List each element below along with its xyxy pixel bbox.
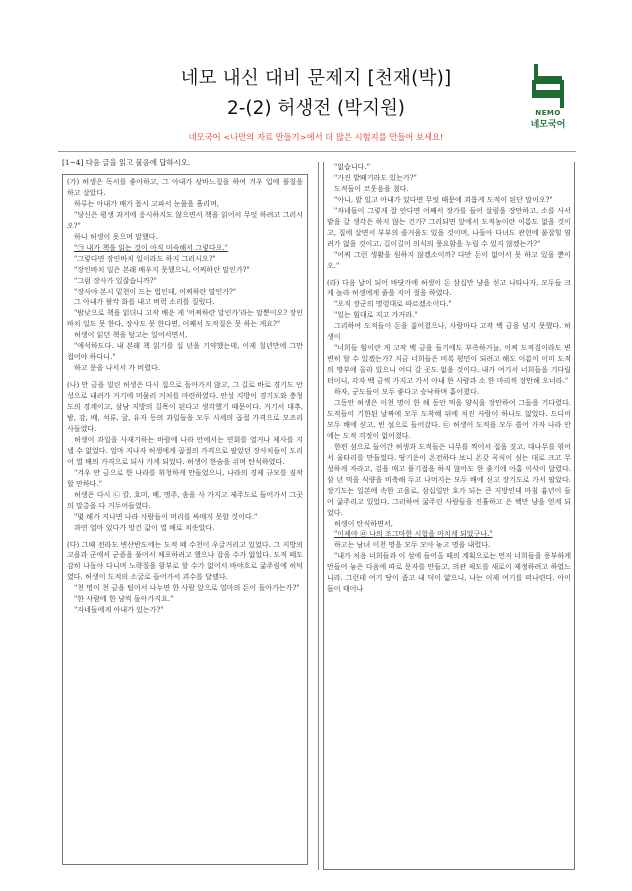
passage-paragraph: "밤낮으로 책을 읽더니 고작 배운 게 '어찌하란 말인가'라는 말뿐이오? 장인바치 일도 못 한다, 장사도 못 한다면, 어째서 도적질은 못 하는 게요?"	[67, 308, 303, 329]
passage-paragraph: "아니, 밭 있고 아내가 있다면 무엇 때문에 괴롭게 도적이 된단 말이오?"	[334, 194, 553, 204]
passage-paragraph: (라) 다음 날이 되어 바닷가에 허생이 돈 삼십만 냥을 싣고 나타나자, 모두들 크게 놀라 허생에게 줄을 지어 절을 하였다.	[327, 277, 571, 298]
passage-paragraph: "어찌 그런 생활을 원하지 않겠소이까? 다만 돈이 없어서 못 하고 있을 뿐이오."	[327, 249, 571, 270]
passage-paragraph: 하니 허생이 웃으며 말했다.	[74, 231, 158, 241]
passage-paragraph: "장인바치 일은 본래 배우지 못했으니, 어찌하란 말인가?"	[74, 264, 250, 274]
passage-paragraph: 과연 얼마 있다가 망건 값이 열 배로 치솟았다.	[74, 522, 215, 532]
passage-right-column	[323, 162, 575, 870]
passage-paragraph: 허생은 다시 ㉡ 칼, 호미, 베, 명주, 솜을 사 가지고 제주도로 들어가서 그곳의 말총을 다 거두어들였다.	[67, 489, 303, 510]
passage-paragraph: "없습니다."	[334, 162, 370, 171]
passage-paragraph: 그 아내가 왈칵 화를 내고 버럭 소리를 질렀다.	[74, 297, 215, 307]
passage-paragraph: (가) 허생은 독서를 좋아하고, 그 아내가 삯바느질을 하여 겨우 입에 풀칠을 하고 살았다.	[67, 177, 303, 197]
passage-paragraph: "그럼 장사가 있잖습니까?"	[74, 275, 157, 285]
promo-text[interactable]: 네모국어 <나만의 자료 만들기>에서 더 많은 시험지를 만들어 보세요!	[188, 132, 444, 142]
passage-paragraph: 도적들이 코웃음을 쳤다.	[334, 183, 409, 193]
passage-paragraph: (다) 그때 전라도 변산반도에는 도적 떼 수천이 우글거리고 있었다. 그 지방의 고을과 군에서 군졸을 풀어서 체포하려고 했으나 잡을 수가 없었다. 도적 떼도 감히 나돌아 다니며 노략질을 함부로 할 수가 없어서 바야흐로 굶주림에 허덕였다. 허생이 도적의 소굴로 들어가서 괴수를 달랬다.	[67, 539, 303, 582]
nemo-logo-icon	[530, 64, 566, 108]
passage-paragraph: 허생이 과일을 사재기하는 바람에 나라 안에서는 연회를 열거나 제사를 지낼 수 없었다. 얼마 지나자 허생에게 곱절의 가격으로 팔았던 장사치들이 도리어 열 배의 가격으로 되사 가게 되었다. 허생이 한숨을 쉬며 탄식하였다.	[67, 434, 303, 466]
page-subtitle: 2-(2) 허생전 (박지원)	[226, 98, 406, 119]
passage-paragraph: 하자, 군도들이 모두 좋다고 승낙하며 흩어졌다.	[334, 387, 480, 397]
passage-paragraph: "그렇다면 장인바치 일이라도 하지 그러시오?"	[74, 253, 216, 263]
passage-paragraph: "겨우 만 금으로 한 나라를 휘청하게 만들었으니, 나라의 경제 규모를 짐작할 만하다."	[67, 467, 303, 488]
passage-paragraph: 하루는 아내가 배가 몹시 고파서 눈물을 흘리며,	[74, 198, 220, 208]
passage-paragraph: "애석하도다. 내 본래 책 읽기를 십 년을 기약했는데, 이제 칠년만에 그만 접어야 하다니."	[67, 341, 303, 362]
passage-paragraph: "몇 해가 지나면 나라 사람들이 머리를 싸매지 못할 것이다."	[74, 511, 258, 521]
underlined-passage-d: "이제야 ㉣ 나의 조그마한 시험을 마치게 되었구나."	[334, 529, 493, 539]
logo-en-text: NEMO	[535, 109, 561, 117]
passage-paragraph: "가진 밭뙈기라도 있는가?"	[334, 172, 417, 182]
passage-paragraph: "있는 힘대로 지고 가거라."	[334, 310, 418, 320]
column-divider	[318, 162, 319, 870]
passage-paragraph: (나) 만 금을 빌린 허생은 다시 집으로 돌아가지 않고, 그 길로 바로 경기도 안성으로 내려가 거기에 머물러 거처를 마련하였다. 안성 지방이 경기도와 충청도의 경계이고, 삼남 지방의 길목이 된다고 생각했기 때문이다. 거기서 대추, 밤, 감, 배, 석류, 귤, 유자 등의 과일들을 모두 시세의 곱절 가격으로 모조리 사들였다.	[67, 380, 303, 433]
passage-paragraph: "한 사람에 한 냥씩 돌아가지요."	[74, 594, 174, 604]
passage-paragraph: "너희들 힘이란 게 고작 백 금을 들기에도 부족하거늘, 어찌 도적질이라도 변변히 할 수 있겠는가? 지금 너희들은 비록 평민이 되려고 해도 이름이 이미 도적의 명부에 올라 있으니 어디 갈 곳도 없을 것이다. 내가 여기서 너희들을 기다릴 터이니, 각자 백 금씩 가지고 가서 아내 한 사람과 소 한 마리씩 장만해 오너라."	[327, 343, 571, 386]
passage-paragraph: 그동안 허생은 이천 명이 한 해 동안 먹을 양식을 장만하여 그들을 기다렸다. 도적들이 기한된 날짜에 모두 도착해 뒤에 처진 사람이 하나도 없었다. 드디어 모두 배에 싣고, 빈 섬으로 들어갔다. ㉢ 허생이 도적을 모두 쓸어 가자 나라 안에는 도적 걱정이 없어졌다.	[327, 398, 571, 440]
passage-paragraph: "자네들에게 아내가 있는가?"	[74, 605, 164, 615]
passage-paragraph: "내가 처음 너희들과 이 섬에 들어올 때의 계획으로는 먼저 너희들을 풍부하게 만들어 놓은 다음에 따로 문자를 만들고, 의관 제도를 새로이 제정하려고 하였느니라. 그런데 여기 땅이 좁고 내 덕이 얇으니, 나는 이제 여기를 떠나련다. 아이들이 태어나	[327, 551, 571, 594]
passage-paragraph: "천 명이 천 금을 털어서 나누면 한 사람 앞으로 얼마의 돈이 돌아가는가?"	[74, 583, 300, 593]
brand-logo	[524, 64, 572, 130]
passage-paragraph: "오직 장군의 명령대로 따르겠소이다."	[334, 299, 452, 309]
passage-paragraph: 하고는 남녀 이천 명을 모두 모아 놓고 명을 내렸다.	[334, 540, 491, 550]
underlined-passage-a: "㉠ 내가 책을 읽는 것이 아직 미숙해서 그렇다오."	[74, 242, 228, 252]
question-instruction: [1~4] 다음 글을 읽고 물음에 답하시오.	[62, 158, 191, 167]
passage-paragraph: "장사야 본시 밑천이 드는 법인데, 어찌하란 말인가?"	[74, 286, 237, 296]
passage-paragraph: 하고 문을 나서서 가 버렸다.	[74, 363, 161, 373]
passage-paragraph: 허생이 읽던 책을 덮고는 일어서면서,	[74, 330, 188, 340]
header-rule	[58, 151, 576, 152]
passage-left-column	[62, 174, 308, 865]
page-title: 네모 내신 대비 문제지 [천재(박)]	[180, 68, 452, 89]
logo-ko-text: 네모국어	[530, 120, 566, 130]
passage-paragraph: "당신은 평생 과거에 응시하지도 않으면서 책을 읽어서 무엇 하려고 그러시오?"	[67, 209, 303, 230]
passage-paragraph: "자네들이 그렇게 잘 안다면 어째서 장가를 들어 살림을 장만하고, 소를 사서 밭을 갈 생각은 하지 않는 건가? 그리되면 앞에서 도적놈이란 이름도 없을 것이고, 집에 살면서 부부의 즐거움도 있을 것이며, 나돌아 다녀도 관헌에 붙잡힐 염려가 없을 것이고, 길이길이 의식의 풍요함을 누릴 수 있지 않겠는가?"	[327, 205, 571, 248]
passage-paragraph: 한편 섬으로 들어간 허생과 도적들은 나무를 찍어서 집을 짓고, 대나무를 엮어서 울타리를 만들었다. 땅기운이 온전하다 보니 온갖 곡식이 심는 대로 크고 무성하게 자라고, 김을 매고 풀기접을 하지 않아도 한 줄기에 아홉 이삭이 달렸다. 삼 년 먹을 식량을 비축해 두고 나머지는 모두 배에 싣고 장기도로 가서 팔았다. 장기도는 일본에 속한 고을로, 삼십일만 호가 되는 큰 지방인데 마침 흉년이 들어 굶주리고 있었다. 그러하여 굶주린 사람들을 진휼하고 은 백만 냥을 얻게 되었다.	[327, 441, 571, 517]
passage-paragraph: 허생이 탄식하면서,	[334, 518, 393, 528]
passage-paragraph: 그리하여 도적들이 돈을 짊어졌으나, 사람마다 고작 백 금을 넘지 못했다. 허생이	[327, 321, 571, 342]
